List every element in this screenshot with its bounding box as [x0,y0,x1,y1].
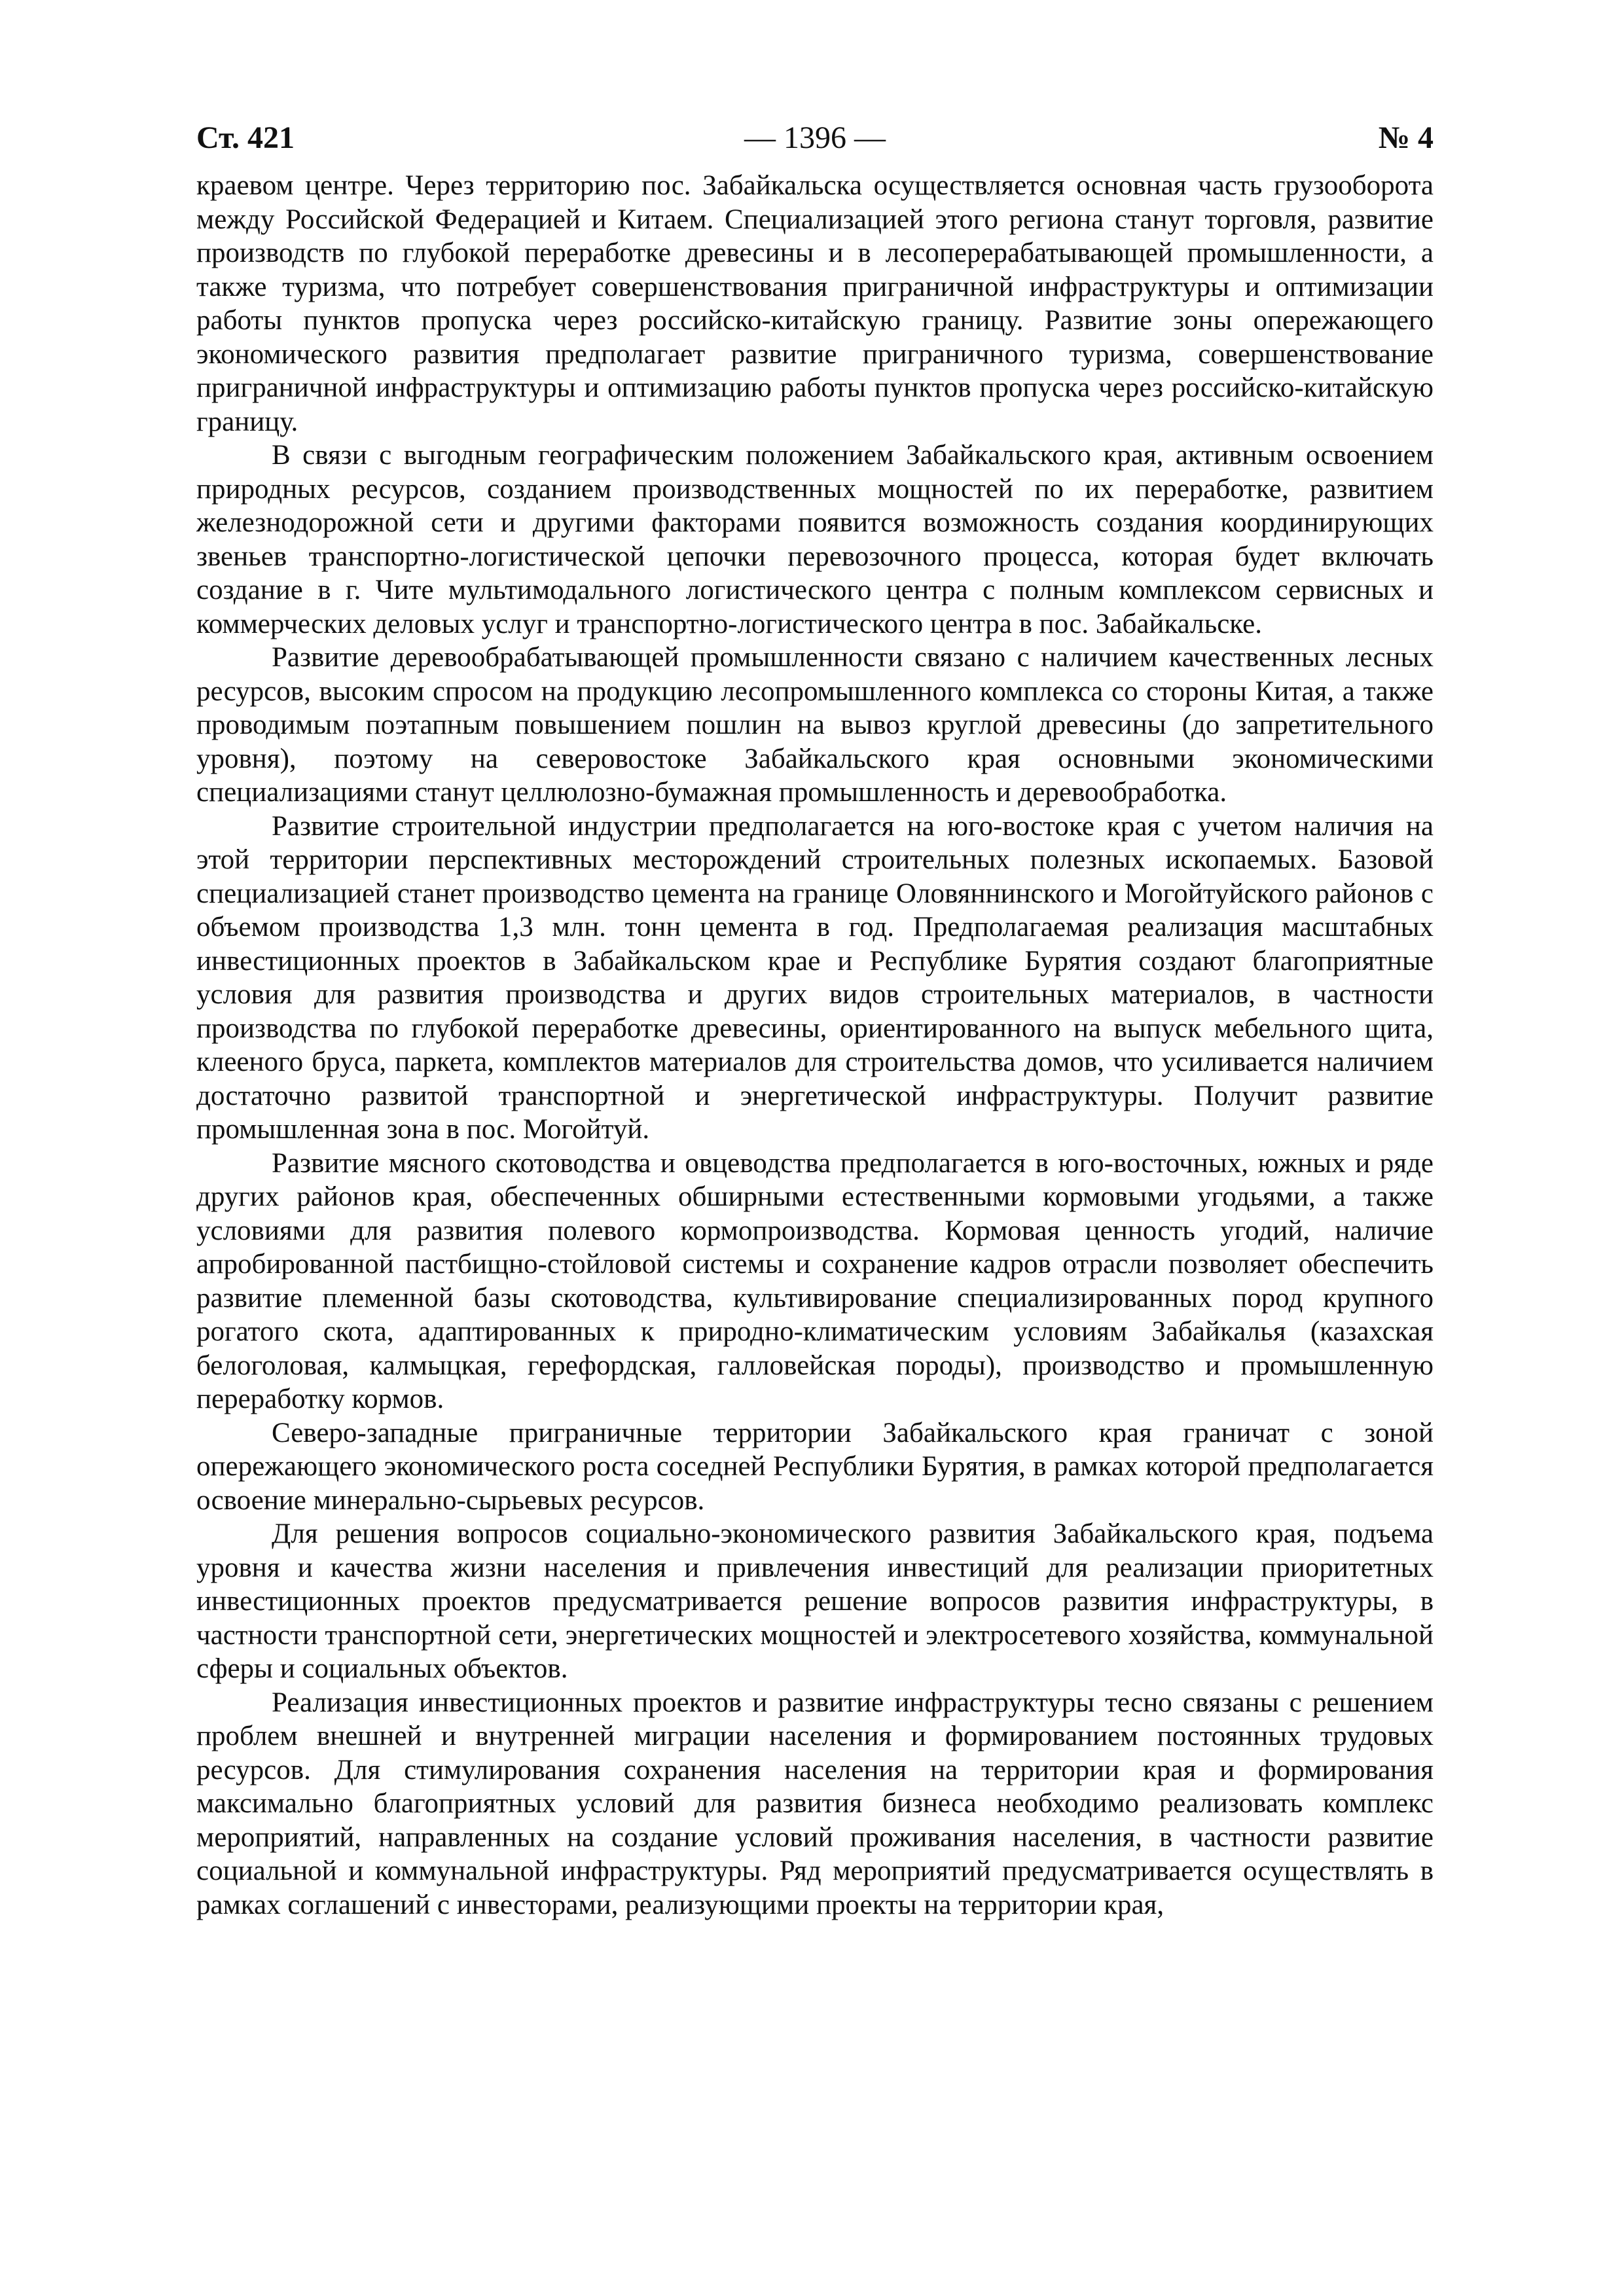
article-number: Ст. 421 [196,120,295,155]
paragraph-6: Северо-западные приграничные территории Забайкальского края граничат с зоной опережающего экономического роста соседней Республики Бурятия, в рамках которой предполагается освоение минерально-сырьевых ресурсов. [196,1417,1434,1516]
paragraph-2: В связи с выгодным географическим положением Забайкальского края, активным освоением природных ресурсов, созданием производственных мощностей по их переработке, развитием железнодорожной сети и другими факторами появится возможность создания координирующих звеньев транспортно-логистической цепочки перевозочного процесса, которая будет включать создание в г. Чите мультимодального логистического центра с полным комплексом сервисных и коммерческих деловых услуг и транспортно-логистического центра в пос. Забайкальске. [196,440,1434,639]
issue-number: № 4 [1378,120,1434,155]
body-text [196,169,1434,1922]
document-page [196,117,1434,1922]
running-header [196,117,1434,160]
paragraph-7: Для решения вопросов социально-экономического развития Забайкальского края, подъема уровня и качества жизни населения и привлечения инвестиций для реализации приоритетных инвестиционных проектов предусматривается решение вопросов развития инфраструктуры, в частности транспортной сети, энергетических мощностей и электросетевого хозяйства, коммунальной сферы и социальных объектов. [196,1518,1434,1684]
paragraph-5: Развитие мясного скотоводства и овцеводства предполагается в юго-восточных, южных и ряде других районов края, обеспеченных обширными естественными кормовыми угодьями, а также условиями для развития полевого кормопроизводства. Кормовая ценность угодий, наличие апробированной пастбищно-стойловой системы и сохранение кадров отрасли позволяет обеспечить развитие племенной базы скотоводства, культивирование специализированных пород крупного рогатого скота, адаптированных к природно-климатическим условиям Забайкалья (казахская белоголовая, калмыцкая, герефордская, галловейская породы), производство и промышленную переработку кормов. [196,1147,1434,1414]
paragraph-1: краевом центре. Через территорию пос. Забайкальска осуществляется основная часть грузооборота между Российской Федерацией и Китаем. Специализацией этого региона станут торговля, развитие производств по глубокой переработке древесины и в лесоперерабатывающей промышленности, а также туризма, что потребует совершенствования приграничной инфраструктуры и оптимизации работы пунктов пропуска через российско-китайскую границу. Развитие зоны опережающего экономического развития предполагает развитие приграничного туризма, совершенствование приграничной инфраструктуры и оптимизацию работы пунктов пропуска через российско-китайскую границу. [196,170,1434,437]
paragraph-8: Реализация инвестиционных проектов и развитие инфраструктуры тесно связаны с решением проблем внешней и внутренней миграции населения и формированием постоянных трудовых ресурсов. Для стимулирования сохранения населения на территории края и формирования максимально благоприятных условий для развития бизнеса необходимо реализовать комплекс мероприятий, направленных на создание условий проживания населения, в частности развитие социальной и коммунальной инфраструктуры. Ряд мероприятий предусматривается осуществлять в рамках соглашений с инвесторами, реализующими проекты на территории края, [196,1687,1434,1920]
paragraph-4: Развитие строительной индустрии предполагается на юго-востоке края с учетом наличия на этой территории перспективных месторождений строительных полезных ископаемых. Базовой специализацией станет производство цемента на границе Оловяннинского и Могойтуйского районов с объемом производства 1,3 млн. тонн цемента в год. Предполагаемая реализация масштабных инвестиционных проектов в Забайкальском крае и Республике Бурятия создают благоприятные условия для развития производства и других видов строительных материалов, в частности производства по глубокой переработке древесины, ориентированного на выпуск мебельного щита, клееного бруса, паркета, комплектов материалов для строительства домов, что усиливается наличием достаточно развитой транспортной и энергетической инфраструктуры. Получит развитие промышленная зона в пос. Могойтуй. [196,810,1434,1145]
paragraph-3: Развитие деревообрабатывающей промышленности связано с наличием качественных лесных ресурсов, высоким спросом на продукцию лесопромышленного комплекса со стороны Китая, а также проводимым поэтапным повышением пошлин на вывоз круглой древесины (до запретительного уровня), поэтому на северовостоке Забайкальского края основными экономическими специализациями станут целлюлозно-бумажная промышленность и деревообработка. [196,642,1434,808]
page-number: — 1396 — [744,120,886,155]
